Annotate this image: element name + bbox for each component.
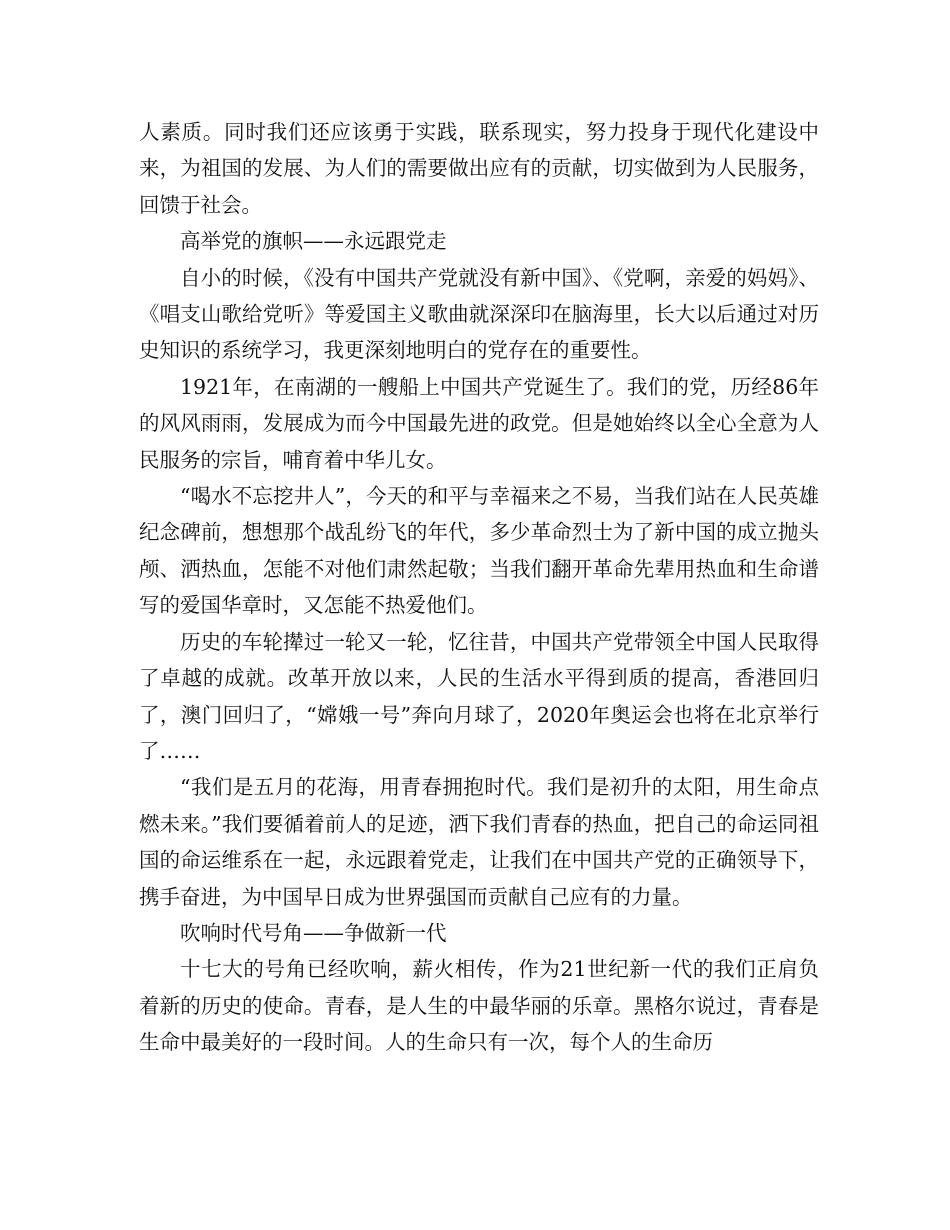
paragraph-seventeenth-congress: 十七大的号角已经吹响，薪火相传，作为21世纪新一代的我们正肩负着新的历史的使命。青春，是人生的中最华丽的乐章。黑格尔说过，青春是生命中最美好的一段时间。人的生命只有一次，每个人的生命历	[139, 957, 819, 1055]
section-heading-party-banner: 高举党的旗帜——永远跟党走	[180, 229, 447, 254]
document-page	[139, 114, 819, 1061]
paragraph-party-founding: 1921年，在南湖的一艘船上中国共产党诞生了。我们的党，历经86年的风风雨雨，发展成为而今中国最先进的政党。但是她始终以全心全意为人民服务的宗旨，哺育着中华儿女。	[139, 374, 819, 472]
paragraph-remember-martyrs: “喝水不忘挖井人”，今天的和平与幸福来之不易，当我们站在人民英雄纪念碑前，想想那个战乱纷飞的年代，多少革命烈士为了新中国的成立抛头颅、洒热血，怎能不对他们肃然起敬；当我们翻开革命先辈用热血和生命谱写的爱国华章时，又怎能不热爱他们。	[139, 484, 819, 618]
section-heading-new-generation: 吹响时代号角——争做新一代	[180, 920, 447, 945]
paragraph-childhood-songs: 自小的时候，《没有中国共产党就没有新中国》、《党啊，亲爱的妈妈》、《唱支山歌给党听》等爱国主义歌曲就深深印在脑海里，长大以后通过对历史知识的系统学习，我更深刻地明白的党存在的重要性。	[139, 265, 819, 363]
paragraph-achievements: 历史的车轮撵过一轮又一轮，忆往昔，中国共产党带领全中国人民取得了卓越的成就。改革开放以来，人民的生活水平得到质的提高，香港回归了，澳门回归了，“嫦娥一号”奔向月球了，2020年奥运会也将在北京举行了……	[139, 629, 819, 763]
paragraph-youth-quote: “我们是五月的花海，用青春拥抱时代。我们是初升的太阳，用生命点燃未来。”我们要循着前人的足迹，洒下我们青春的热血，把自己的命运同祖国的命运维系在一起，永远跟着党走，让我们在中国共产党的正确领导下，携手奋进，为中国早日成为世界强国而贡献自己应有的力量。	[139, 775, 819, 909]
paragraph-continuation: 人素质。同时我们还应该勇于实践，联系现实，努力投身于现代化建设中来，为祖国的发展、为人们的需要做出应有的贡献，切实做到为人民服务，回馈于社会。	[139, 120, 819, 217]
